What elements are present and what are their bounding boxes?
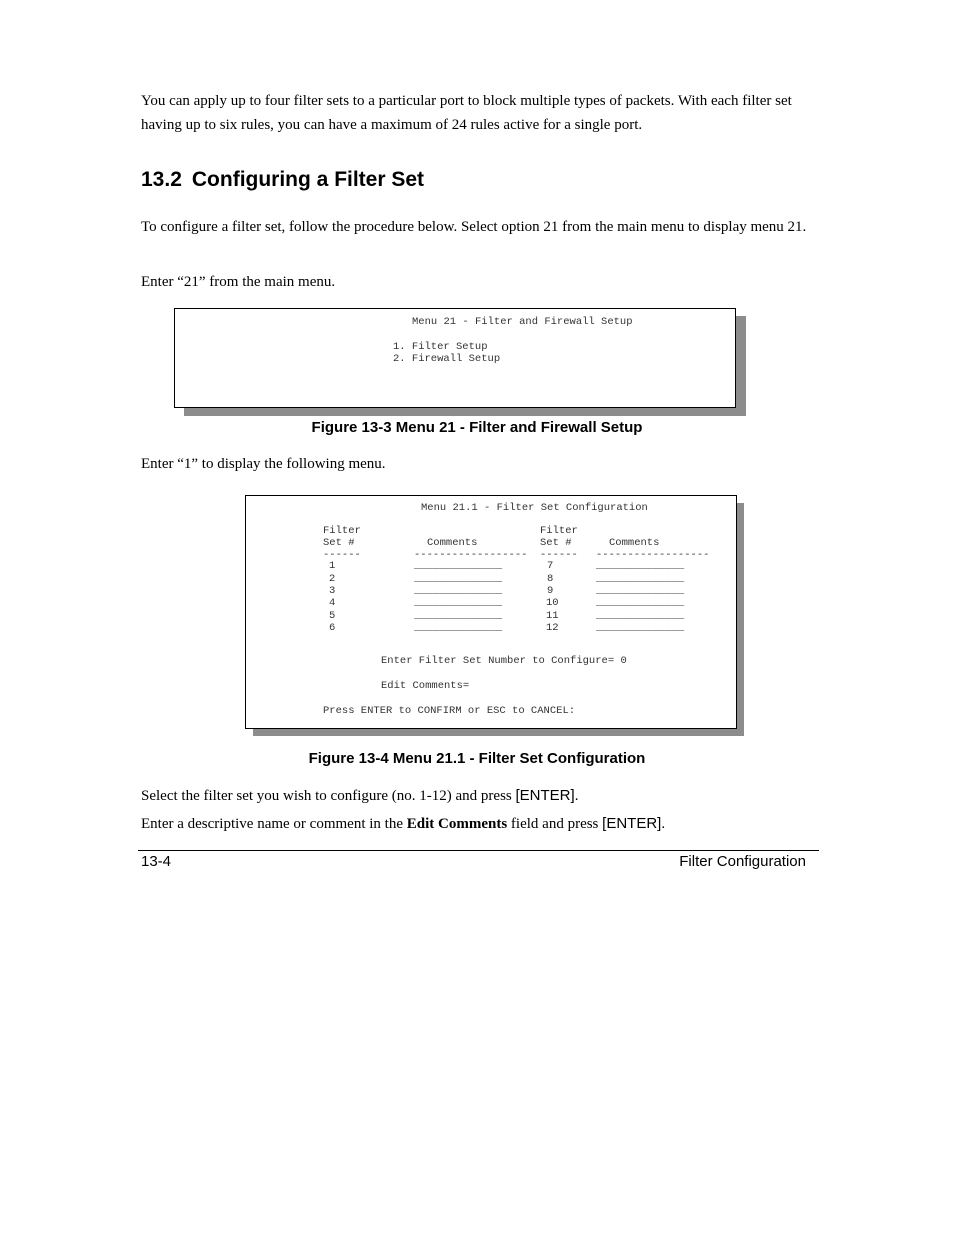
- filter-set-number: 2: [329, 573, 336, 585]
- filter-set-number: 10: [546, 597, 559, 609]
- step-text: Enter a descriptive name or comment in the: [141, 816, 407, 832]
- menu-item-filter-setup[interactable]: 1. Filter Setup: [393, 341, 488, 353]
- dash-rule-comments-left: ------------------: [414, 549, 528, 561]
- page-number: 13-4: [141, 853, 172, 870]
- header-comments-right: Comments: [609, 537, 660, 549]
- step-text: Select the filter set you wish to configure (no. 1-12) and press: [141, 788, 516, 804]
- header-comments-left: Comments: [427, 537, 478, 549]
- filter-set-number: 7: [547, 560, 554, 572]
- step-end: .: [661, 816, 666, 832]
- comment-field[interactable]: ______________: [596, 622, 685, 634]
- figure-13-4-caption: Figure 13-4 Menu 21.1 - Filter Set Configuration: [308, 750, 646, 767]
- menu-21-1-title: Menu 21.1 - Filter Set Configuration: [421, 502, 648, 514]
- comment-field[interactable]: ______________: [414, 560, 503, 572]
- comment-field[interactable]: ______________: [414, 585, 503, 597]
- dash-rule-right: ------: [540, 549, 578, 561]
- procedure-paragraph: To configure a filter set, follow the procedure below. Select option 21 from the main menu to display menu 21.: [141, 219, 807, 235]
- figure-13-3-caption: Figure 13-3 Menu 21 - Filter and Firewall Setup: [311, 419, 643, 436]
- footer-divider: [138, 850, 819, 851]
- comment-field[interactable]: ______________: [596, 560, 685, 572]
- filter-set-number: 4: [329, 597, 336, 609]
- filter-set-number: 3: [329, 585, 336, 597]
- comment-field[interactable]: ______________: [414, 610, 503, 622]
- step-end: .: [574, 788, 579, 804]
- filter-set-number: 12: [546, 622, 559, 634]
- instruction-enter-21: Enter “21” from the main menu.: [141, 274, 336, 290]
- comment-field[interactable]: ______________: [414, 622, 503, 634]
- figure-menu-21-1: [245, 495, 744, 736]
- comment-field[interactable]: ______________: [596, 585, 685, 597]
- section-heading: [141, 168, 424, 192]
- section-title: Configuring a Filter Set: [191, 168, 425, 191]
- header-set-left: Set #: [323, 537, 355, 549]
- edit-comments-field-name: Edit Comments: [406, 816, 508, 832]
- filter-set-number: 11: [546, 610, 559, 622]
- comment-field[interactable]: ______________: [596, 573, 685, 585]
- header-set-right: Set #: [540, 537, 572, 549]
- comment-field[interactable]: ______________: [414, 573, 503, 585]
- menu-21-title: Menu 21 - Filter and Firewall Setup: [412, 316, 633, 328]
- comment-field[interactable]: ______________: [596, 597, 685, 609]
- enter-key: [ENTER]: [602, 815, 662, 832]
- section-number: 13.2: [141, 168, 182, 191]
- figure-menu-21: [174, 308, 746, 416]
- instruction-enter-1: Enter “1” to display the following menu.: [141, 456, 386, 472]
- menu-item-firewall-setup[interactable]: 2. Firewall Setup: [393, 353, 501, 365]
- comment-field[interactable]: ______________: [414, 597, 503, 609]
- filter-set-number: 6: [329, 622, 336, 634]
- header-filter-left: Filter: [323, 525, 361, 537]
- chapter-title: Filter Configuration: [679, 853, 806, 870]
- filter-set-number: 8: [547, 573, 554, 585]
- dash-rule-left: ------: [323, 549, 361, 561]
- edit-comments-prompt[interactable]: Edit Comments=: [381, 680, 470, 692]
- step-edit-comments: [141, 812, 821, 836]
- step-text: field and press: [507, 816, 603, 832]
- filter-set-number: 9: [547, 585, 554, 597]
- intro-paragraph: You can apply up to four filter sets to a particular port to block multiple types of packets. With each filter set having up to six rules, you can have a maximum of 24 rules active for a single port.: [141, 93, 792, 133]
- header-filter-right: Filter: [540, 525, 578, 537]
- terminal-screen: [245, 495, 737, 729]
- comment-field[interactable]: ______________: [596, 610, 685, 622]
- filter-set-number-prompt[interactable]: Enter Filter Set Number to Configure= 0: [381, 655, 627, 667]
- confirm-cancel-prompt: Press ENTER to CONFIRM or ESC to CANCEL:: [323, 705, 576, 717]
- step-select-filter-set: [141, 784, 821, 808]
- enter-key: [ENTER]: [515, 787, 575, 804]
- dash-rule-comments-right: ------------------: [596, 549, 710, 561]
- filter-set-number: 1: [329, 560, 336, 572]
- filter-set-number: 5: [329, 610, 336, 622]
- terminal-screen: [174, 308, 736, 408]
